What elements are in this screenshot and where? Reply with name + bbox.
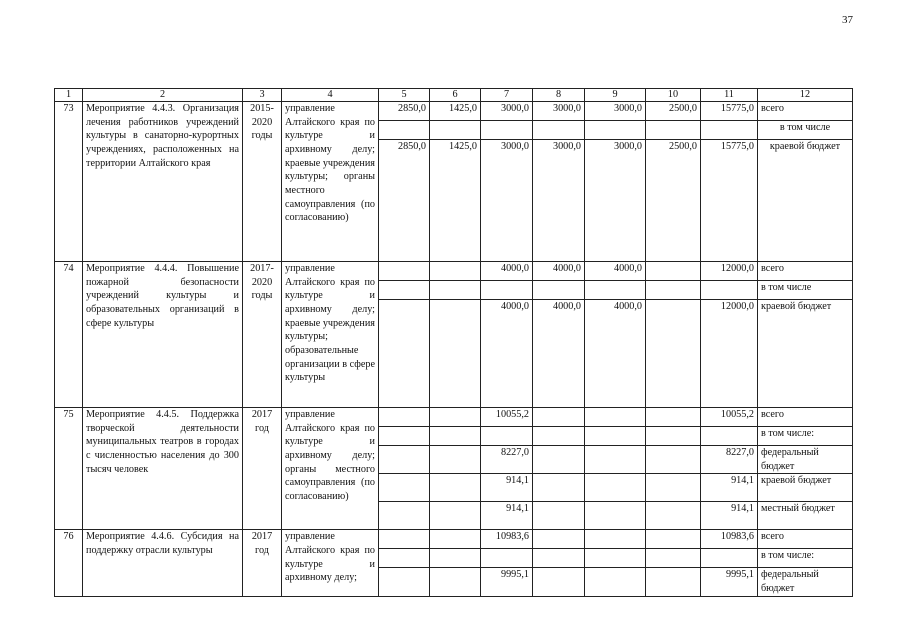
value-col-5: 2850,0 (379, 102, 430, 121)
funding-source: всего (758, 530, 853, 549)
value-col-9 (585, 408, 646, 427)
value-col-11 (701, 121, 758, 140)
row-number: 73 (55, 102, 83, 262)
value-col-8 (533, 121, 585, 140)
funding-source: краевой бюджет (758, 300, 853, 408)
value-col-8: 4000,0 (533, 300, 585, 408)
funding-source: всего (758, 408, 853, 427)
value-col-8 (533, 281, 585, 300)
value-col-9 (585, 568, 646, 596)
measure-name: Мероприятие 4.4.6. Субсидия на поддержку отрасли культуры (83, 530, 243, 596)
executor: управление Алтайского края по культуре и архивному делу; (282, 530, 379, 596)
value-col-8 (533, 427, 585, 446)
value-col-11: 8227,0 (701, 446, 758, 474)
value-col-11: 12000,0 (701, 262, 758, 281)
value-col-9 (585, 281, 646, 300)
funding-source: местный бюджет (758, 502, 853, 530)
value-col-6 (430, 502, 481, 530)
value-col-7 (481, 549, 533, 568)
value-col-8 (533, 549, 585, 568)
value-col-5 (379, 408, 430, 427)
value-col-6: 1425,0 (430, 140, 481, 262)
value-col-10 (646, 446, 701, 474)
row-number: 75 (55, 408, 83, 530)
value-col-10: 2500,0 (646, 102, 701, 121)
value-col-5 (379, 502, 430, 530)
value-col-9 (585, 121, 646, 140)
row-number: 76 (55, 530, 83, 596)
value-col-7: 3000,0 (481, 102, 533, 121)
header-cell-7: 7 (481, 89, 533, 102)
value-col-9: 4000,0 (585, 300, 646, 408)
funding-source: всего (758, 102, 853, 121)
value-col-10 (646, 121, 701, 140)
value-col-7: 3000,0 (481, 140, 533, 262)
value-col-5 (379, 300, 430, 408)
value-col-9: 3000,0 (585, 102, 646, 121)
value-col-6: 1425,0 (430, 102, 481, 121)
value-col-11: 10055,2 (701, 408, 758, 427)
value-col-11: 10983,6 (701, 530, 758, 549)
value-col-8 (533, 530, 585, 549)
value-col-7: 4000,0 (481, 262, 533, 281)
value-col-6 (430, 427, 481, 446)
value-col-11 (701, 549, 758, 568)
value-col-7: 8227,0 (481, 446, 533, 474)
value-col-6 (430, 474, 481, 502)
value-col-11: 9995,1 (701, 568, 758, 596)
value-col-7: 4000,0 (481, 300, 533, 408)
measure-name: Мероприятие 4.4.4. Повышение пожарной безопасности учреждений культуры и образовательных организаций в сфере культуры (83, 262, 243, 408)
value-col-8 (533, 502, 585, 530)
value-col-8 (533, 568, 585, 596)
value-col-10 (646, 427, 701, 446)
row-number: 74 (55, 262, 83, 408)
header-cell-6: 6 (430, 89, 481, 102)
value-col-6 (430, 121, 481, 140)
header-cell-5: 5 (379, 89, 430, 102)
table-header-row (55, 89, 853, 102)
value-col-10 (646, 502, 701, 530)
executor: управление Алтайского края по культуре и архивному делу; краевые учреждения культуры; органы местного самоуправления (по согласованию) (282, 102, 379, 262)
funding-source: в том числе: (758, 549, 853, 568)
value-col-7: 914,1 (481, 474, 533, 502)
value-col-9 (585, 530, 646, 549)
table-row (55, 408, 853, 427)
value-col-11: 12000,0 (701, 300, 758, 408)
table-row (55, 262, 853, 281)
funding-source: в том числе (758, 281, 853, 300)
value-col-6 (430, 300, 481, 408)
value-col-8: 3000,0 (533, 140, 585, 262)
value-col-9: 4000,0 (585, 262, 646, 281)
value-col-6 (430, 262, 481, 281)
period: 2017 год (243, 408, 282, 530)
value-col-5: 2850,0 (379, 140, 430, 262)
funding-source: в том числе: (758, 427, 853, 446)
program-measures-table (54, 88, 853, 597)
value-col-9 (585, 474, 646, 502)
executor: управление Алтайского края по культуре и архивному делу; краевые учреждения культуры; образовательные организации в сфере культуры (282, 262, 379, 408)
value-col-9: 3000,0 (585, 140, 646, 262)
value-col-7: 10055,2 (481, 408, 533, 427)
value-col-5 (379, 446, 430, 474)
table-row (55, 102, 853, 121)
value-col-11: 914,1 (701, 502, 758, 530)
value-col-5 (379, 474, 430, 502)
value-col-6 (430, 408, 481, 427)
value-col-5 (379, 262, 430, 281)
value-col-10 (646, 474, 701, 502)
value-col-9 (585, 502, 646, 530)
value-col-5 (379, 549, 430, 568)
table-row (55, 530, 853, 549)
value-col-8 (533, 446, 585, 474)
measure-name: Мероприятие 4.4.3. Организация лечения работников учреждений культуры в санаторно-курортных учреждениях, расположенных на территории Алтайского края (83, 102, 243, 262)
value-col-11 (701, 427, 758, 446)
header-cell-11: 11 (701, 89, 758, 102)
value-col-10 (646, 408, 701, 427)
header-cell-3: 3 (243, 89, 282, 102)
value-col-10 (646, 262, 701, 281)
value-col-10 (646, 549, 701, 568)
funding-source: федеральный бюджет (758, 446, 853, 474)
header-cell-8: 8 (533, 89, 585, 102)
value-col-8 (533, 408, 585, 427)
value-col-6 (430, 549, 481, 568)
page-number: 37 (842, 14, 853, 26)
value-col-11: 15775,0 (701, 140, 758, 262)
executor: управление Алтайского края по культуре и архивному делу; органы местного самоуправления (по согласованию) (282, 408, 379, 530)
value-col-9 (585, 549, 646, 568)
value-col-6 (430, 530, 481, 549)
value-col-5 (379, 568, 430, 596)
funding-source: всего (758, 262, 853, 281)
value-col-6 (430, 446, 481, 474)
value-col-5 (379, 281, 430, 300)
value-col-11: 914,1 (701, 474, 758, 502)
header-cell-2: 2 (83, 89, 243, 102)
value-col-7 (481, 427, 533, 446)
value-col-6 (430, 281, 481, 300)
header-cell-10: 10 (646, 89, 701, 102)
value-col-10 (646, 568, 701, 596)
header-cell-12: 12 (758, 89, 853, 102)
header-cell-9: 9 (585, 89, 646, 102)
value-col-7: 10983,6 (481, 530, 533, 549)
funding-source: краевой бюджет (758, 140, 853, 262)
value-col-8 (533, 474, 585, 502)
period: 2017-2020 годы (243, 262, 282, 408)
header-cell-1: 1 (55, 89, 83, 102)
header-cell-4: 4 (282, 89, 379, 102)
value-col-10 (646, 300, 701, 408)
value-col-11 (701, 281, 758, 300)
value-col-5 (379, 427, 430, 446)
value-col-8: 3000,0 (533, 102, 585, 121)
funding-source: в том числе (758, 121, 853, 140)
value-col-10 (646, 281, 701, 300)
value-col-9 (585, 446, 646, 474)
period: 2015-2020 годы (243, 102, 282, 262)
value-col-5 (379, 121, 430, 140)
measure-name: Мероприятие 4.4.5. Поддержка творческой деятельности муниципальных театров в городах с численностью населения до 300 тысяч человек (83, 408, 243, 530)
value-col-7: 914,1 (481, 502, 533, 530)
funding-source: федеральный бюджет (758, 568, 853, 596)
value-col-7: 9995,1 (481, 568, 533, 596)
value-col-10: 2500,0 (646, 140, 701, 262)
value-col-11: 15775,0 (701, 102, 758, 121)
value-col-9 (585, 427, 646, 446)
value-col-10 (646, 530, 701, 549)
value-col-7 (481, 281, 533, 300)
funding-source: краевой бюджет (758, 474, 853, 502)
value-col-6 (430, 568, 481, 596)
value-col-8: 4000,0 (533, 262, 585, 281)
value-col-5 (379, 530, 430, 549)
period: 2017 год (243, 530, 282, 596)
value-col-7 (481, 121, 533, 140)
